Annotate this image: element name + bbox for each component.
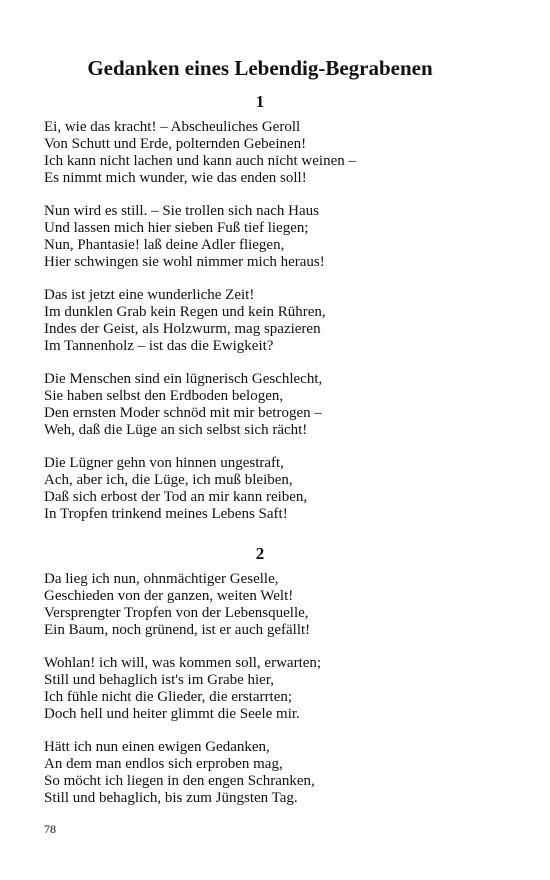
verse-line: Weh, daß die Lüge an sich selbst sich rächt! [44, 421, 308, 438]
stanza-2-3 [44, 739, 494, 807]
stanza-1-3 [44, 287, 494, 355]
page-number: 78 [44, 822, 56, 836]
verse-line: Doch hell und heiter glimmt die Seele mir. [44, 705, 300, 722]
stanza-2-2 [44, 655, 494, 723]
verse-line: Still und behaglich, bis zum Jüngsten Tag. [44, 789, 298, 806]
verse-line: Die Lügner gehn von hinnen ungestraft, [44, 455, 284, 471]
verse-line: An dem man endlos sich erproben mag, [44, 755, 283, 772]
verse-line: Wohlan! ich will, was kommen soll, erwarten; [44, 655, 322, 671]
verse-line: Im Tannenholz – ist das die Ewigkeit? [44, 337, 274, 354]
verse-line: Hier schwingen sie wohl nimmer mich heraus! [44, 253, 325, 270]
stanza-1-5 [44, 455, 494, 523]
verse-line: In Tropfen trinkend meines Lebens Saft! [44, 505, 288, 522]
verse-line: So möcht ich liegen in den engen Schranken, [44, 772, 315, 789]
verse-line: Ei, wie das kracht! – Abscheuliches Geroll [44, 119, 301, 135]
verse-line: Da lieg ich nun, ohnmächtiger Geselle, [44, 571, 279, 587]
verse-line: Nun wird es still. – Sie trollen sich nach Haus [44, 203, 319, 219]
verse-line: Ich fühle nicht die Glieder, die erstarrten; [44, 688, 293, 705]
verse-line: Ich kann nicht lachen und kann auch nicht weinen – [44, 152, 356, 169]
verse-line: Den ernsten Moder schnöd mit mir betrogen – [44, 404, 322, 421]
verse-line: Indes der Geist, als Holzwurm, mag spazieren [44, 320, 321, 337]
verse-line: Sie haben selbst den Erdboden belogen, [44, 387, 284, 404]
section-number-1: 1 [255, 92, 265, 111]
verse-line: Ein Baum, noch grünend, ist er auch gefällt! [44, 621, 311, 638]
verse-line: Geschieden von der ganzen, weiten Welt! [44, 587, 294, 604]
verse-line: Hätt ich nun einen ewigen Gedanken, [44, 739, 270, 755]
verse-line: Ach, aber ich, die Lüge, ich muß bleiben, [44, 471, 293, 488]
verse-line: Das ist jetzt eine wunderliche Zeit! [44, 287, 255, 303]
section-number-2: 2 [255, 544, 265, 563]
stanza-1-4 [44, 371, 494, 439]
verse-line: Die Menschen sind ein lügnerisch Geschlecht, [44, 371, 323, 387]
verse-line: Daß sich erbost der Tod an mir kann reiben, [44, 488, 308, 505]
stanza-1-1 [44, 119, 494, 187]
verse-line: Still und behaglich ist's im Grabe hier, [44, 671, 274, 688]
stanza-2-1 [44, 571, 494, 639]
verse-line: Versprengter Tropfen von der Lebensquelle, [44, 604, 309, 621]
verse-line: Im dunklen Grab kein Regen und kein Rühren, [44, 303, 326, 320]
poem-title: Gedanken eines Lebendig-Begrabenen [87, 56, 433, 80]
verse-line: Es nimmt mich wunder, wie das enden soll! [44, 169, 307, 186]
verse-line: Von Schutt und Erde, polternden Gebeinen! [44, 135, 307, 152]
stanza-1-2 [44, 203, 494, 271]
verse-line: Nun, Phantasie! laß deine Adler fliegen, [44, 236, 285, 253]
verse-line: Und lassen mich hier sieben Fuß tief liegen; [44, 219, 309, 236]
